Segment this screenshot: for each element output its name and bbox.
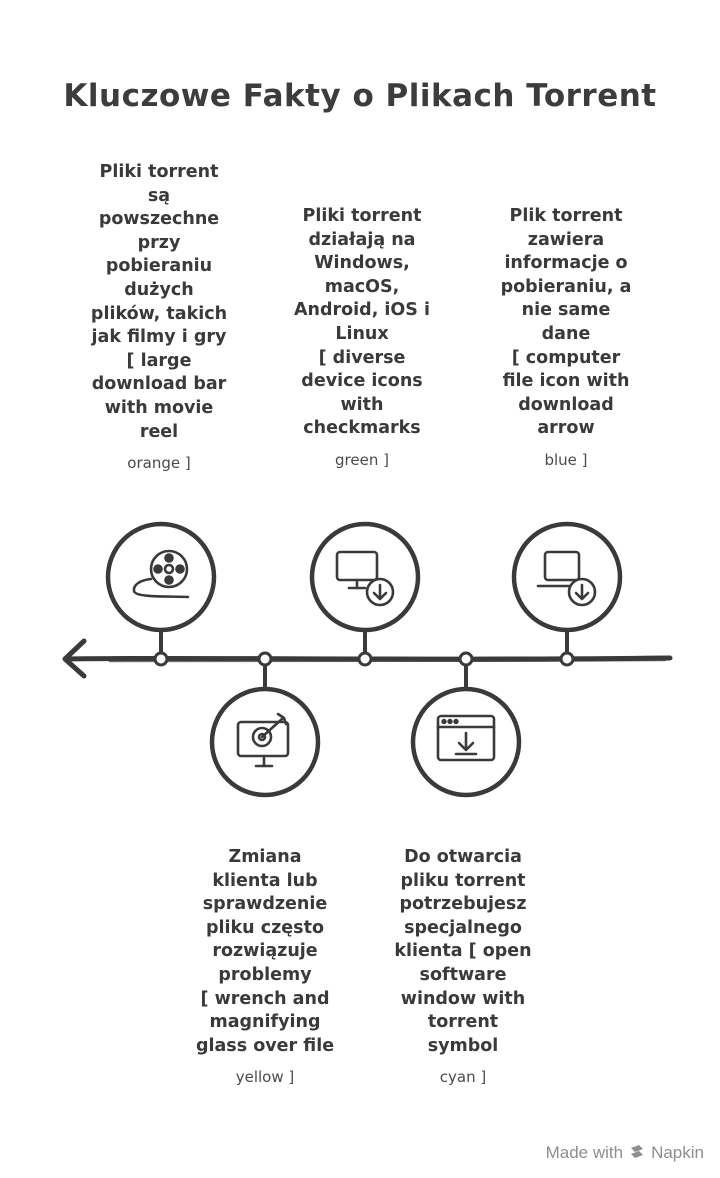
footer-brand: Napkin xyxy=(651,1143,704,1162)
fact-tail-1: orange ] xyxy=(127,454,191,473)
footer-made-with: Made with xyxy=(545,1143,624,1162)
node-circle-2 xyxy=(312,524,418,630)
fact-text-2: Pliki torrent działają na Windows, macOS, Android, iOS i Linux [ diverse device icons with checkmarks xyxy=(293,206,431,439)
film-reel-icon xyxy=(134,551,188,597)
fact-tail-3: blue ] xyxy=(544,450,588,469)
timeline-dot-1 xyxy=(155,653,167,665)
laptop-download-icon xyxy=(538,552,595,605)
window-download-icon xyxy=(438,716,494,760)
timeline-dot-5 xyxy=(561,653,573,665)
timeline-dot-2 xyxy=(259,653,271,665)
fact-text-1: Pliki torrent są powszechne przy pobieraniu dużych plików, takich jak filmy i gry [ large download bar with movie reel xyxy=(90,162,228,442)
fact-text-3: Plik torrent zawiera informacje o pobieraniu, a nie same dane [ computer file icon with download arrow xyxy=(500,206,632,439)
node-circle-3 xyxy=(514,524,620,630)
fact-text-5: Do otwarcia pliku torrent potrzebujesz specjalnego klienta [ open software window with torrent symbol xyxy=(394,847,532,1056)
footer-attribution[interactable] xyxy=(546,1143,704,1163)
fact-text-4: Zmiana klienta lub sprawdzenie pliku często rozwiązuje problemy [ wrench and magnifying glass over file xyxy=(195,847,335,1056)
timeline-dot-4 xyxy=(460,653,472,665)
monitor-target-icon xyxy=(238,714,288,766)
napkin-logo-icon xyxy=(629,1144,645,1162)
node-circle-1 xyxy=(108,524,214,630)
page-title: Kluczowe Fakty o Plikach Torrent xyxy=(63,78,657,114)
monitor-download-icon xyxy=(337,552,393,605)
fact-tail-5: cyan ] xyxy=(439,1068,487,1087)
timeline-dot-3 xyxy=(359,653,371,665)
fact-tail-4: yellow ] xyxy=(235,1068,295,1087)
fact-tail-2: green ] xyxy=(335,450,389,469)
node-circle-4 xyxy=(212,689,318,795)
